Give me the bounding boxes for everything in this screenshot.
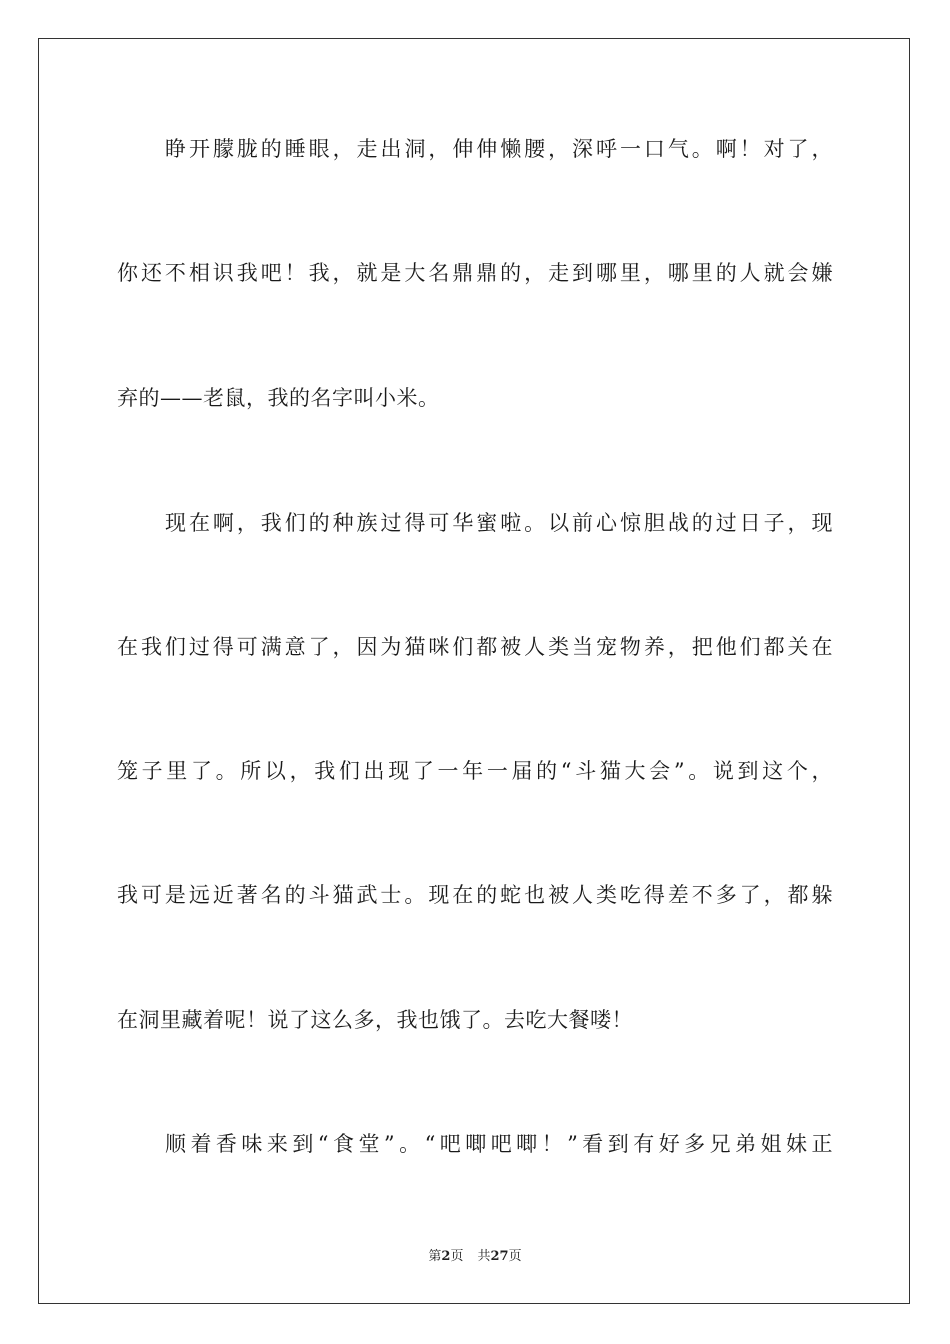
text-line: 弃的——老鼠，我的名字叫小米。 [117, 386, 440, 410]
page-suffix: 页 [450, 1249, 464, 1264]
total-prefix: 共 [477, 1249, 491, 1264]
text-line: 睁开朦胧的睡眼，走出洞，伸伸懒腰，深呼一口气。啊！对了， [165, 137, 833, 161]
page-prefix: 第 [428, 1249, 442, 1264]
text-line: 我可是远近著名的斗猫武士。现在的蛇也被人类吃得差不多了，都躲 [117, 883, 833, 907]
text-line: 顺着香味来到“食堂”。“吧唧吧唧！”看到有好多兄弟姐妹正 [165, 1132, 833, 1156]
text-line: 在我们过得可满意了，因为猫咪们都被人类当宠物养，把他们都关在 [117, 635, 833, 659]
text-line: 你还不相识我吧！我，就是大名鼎鼎的，走到哪里，哪里的人就会嫌 [117, 261, 833, 285]
page-footer [0, 1248, 950, 1266]
page-total: 27 [490, 1249, 509, 1264]
page-border [38, 38, 910, 1304]
page-current: 2 [441, 1249, 451, 1264]
text-line: 现在啊，我们的种族过得可华蜜啦。以前心惊胆战的过日子，现 [165, 511, 833, 535]
total-suffix: 页 [508, 1249, 522, 1264]
text-line: 笼子里了。所以，我们出现了一年一届的“斗猫大会”。说到这个， [117, 759, 833, 783]
text-line: 在洞里藏着呢！说了这么多，我也饿了。去吃大餐喽！ [117, 1008, 633, 1032]
